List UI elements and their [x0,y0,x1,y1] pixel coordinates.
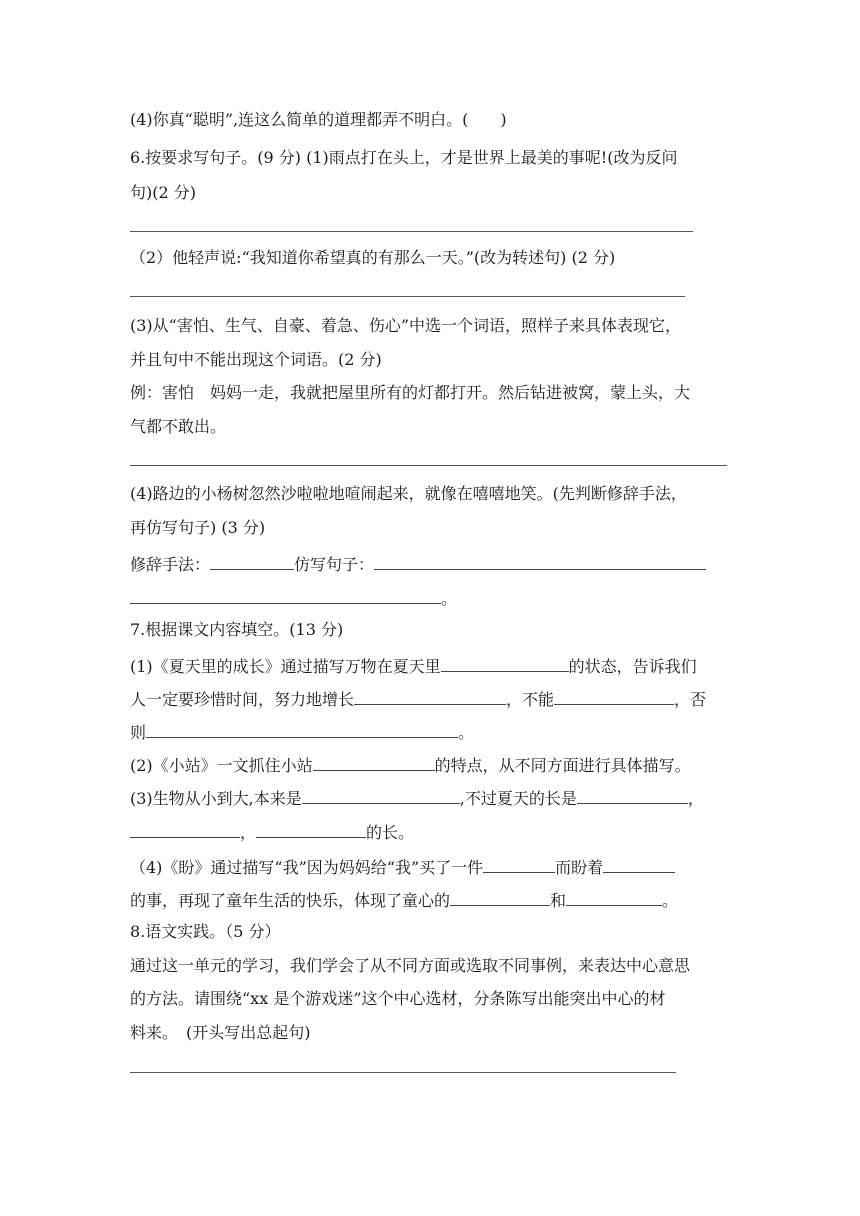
q6-example-line2: 气都不敢出。 [130,417,227,436]
q8-answer-line[interactable] [130,1072,676,1073]
q7-text: (3)生物从小到大,本来是 [130,789,302,808]
q7-text: ，否 [674,690,707,709]
q6-item2-answer-line[interactable] [130,296,685,297]
q7-text: 。 [662,891,679,910]
q7-text: （4)《盼》通过描写“我”因为妈妈给“我”买了一件 [130,858,484,877]
q6-item4-answer-row2 [130,586,457,610]
q6-title-line2: 句)(2 分) [130,183,196,202]
q7-text: 的状态，告诉我们 [568,657,697,676]
q7-item3-line1 [130,786,704,810]
blank-9[interactable] [256,820,366,838]
blank-4[interactable] [146,720,458,738]
q7-text: 而盼着 [555,858,604,877]
rhetoric-label: 修辞手法： [130,555,211,574]
q7-text: ，不能 [506,690,555,709]
q7-text: 人一定要珍惜时间，努力地增长 [130,690,355,709]
q6-item2: （2）他轻声说:“我知道你希望真的有那么一天。”(改为转述句) (2 分) [130,248,616,267]
blank-11[interactable] [603,855,675,873]
q7-item1-line2 [130,687,706,711]
q7-item3-line2 [130,820,414,844]
q7-item4-line2 [130,888,678,912]
q6-item4-answer-row [130,552,706,576]
q7-item2 [130,753,691,777]
blank-12[interactable] [450,888,550,906]
q7-text: 和 [550,891,567,910]
q7-text: (2)《小站》一文抓住小站 [130,756,313,775]
blank-2[interactable] [354,687,506,705]
q7-text: ， [240,823,257,842]
q7-title: 7.根据课文内容填空。(13 分) [130,620,344,639]
q7-text: 的特点，从不同方面进行具体描写。 [434,756,691,775]
q7-item1-line3 [130,720,474,744]
q7-text: 则 [130,723,147,742]
q6-item3-line2: 并且句中不能出现这个词语。(2 分) [130,350,382,369]
q7-text: 的长。 [366,823,415,842]
q7-text: 。 [458,723,475,742]
q6-example-line1: 例：害怕 妈妈一走，我就把屋里所有的灯都打开。然后钻进被窝，蒙上头，大 [130,383,691,402]
q6-item1-answer-line[interactable] [130,231,693,232]
imitate-blank-2[interactable] [130,586,441,604]
blank-3[interactable] [554,687,674,705]
blank-6[interactable] [302,786,460,804]
q7-item1-line1 [130,654,697,678]
q8-title: 8.语文实践。（5 分） [130,922,281,941]
q7-text: ,不过夏天的长是 [459,789,577,808]
blank-5[interactable] [313,753,435,771]
q6-item4-line1: (4)路边的小杨树忽然沙啦啦地喧闹起来，就像在嘻嘻地笑。(先判断修辞手法， [130,484,687,503]
blank-8[interactable] [130,820,240,838]
q6-item4-line2: 再仿写句子) (3 分) [130,518,266,537]
q6-item3-line1: (3)从“害怕、生气、自豪、着急、伤心”中选一个词语，照样子来具体表现它， [130,316,682,335]
blank-13[interactable] [566,888,662,906]
q8-line1: 通过这一单元的学习，我们学会了从不同方面或选取不同事例，来表达中心意思 [130,956,691,975]
blank-1[interactable] [441,654,569,672]
imitate-blank-1[interactable] [374,552,706,570]
q7-item4-line1 [130,855,675,879]
blank-7[interactable] [577,786,688,804]
q7-text: 的事，再现了童年生活的快乐，体现了童心的 [130,891,451,910]
rhetoric-blank[interactable] [210,552,294,570]
q6-title-line1: 6.按要求写句子。(9 分) (1)雨点打在头上，才是世界上最美的事呢!(改为反问 [130,148,678,167]
period: 。 [441,589,458,608]
q7-text: ， [687,789,704,808]
q8-line3: 料来。 (开头写出总起句) [130,1023,311,1042]
q8-line2: 的方法。请围绕“xx 是个游戏迷”这个中心选材，分条陈写出能突出中心的材 [130,989,666,1008]
imitate-label: 仿写句子： [294,555,375,574]
q7-text: (1)《夏天里的成长》通过描写万物在夏天里 [130,657,441,676]
q5-item4: (4)你真“聪明”,连这么简单的道理都弄不明白。( ) [130,110,507,129]
q6-item3-answer-line[interactable] [130,465,727,466]
blank-10[interactable] [483,855,555,873]
